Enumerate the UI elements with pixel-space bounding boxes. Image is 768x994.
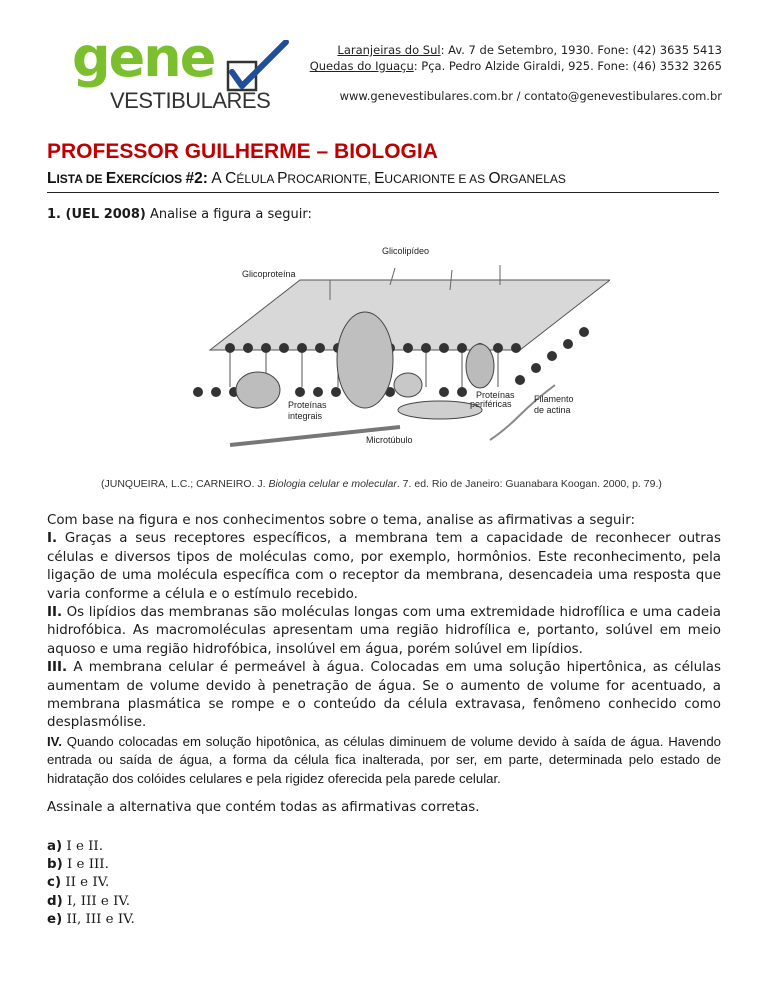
city-laranjeiras: Laranjeiras do Sul: [337, 43, 441, 57]
label-filamento-2: de actina: [534, 405, 571, 415]
city-quedas: Quedas do Iguaçu: [309, 59, 414, 73]
page-subtitle: LISTA DE EXERCÍCIOS #2: A CÉLULA PROCARIONTE, EUCARIONTE E AS ORGANELAS: [47, 170, 719, 193]
label-filamento-1: Filamento: [534, 394, 574, 404]
cell-membrane-figure: [190, 240, 610, 470]
label-glicoproteina: Glicoproteína: [242, 269, 296, 279]
statement-i: I. Graças a seus receptores específicos, a membrana tem a capacidade de reconhecer outras células e diversos tipos de moléculas como, por exemplo, hormônios. Este reconhecimento, pela ligação de uma molécula específica com o receptor da membrana, desencadeia uma resposta que varia conforme a célula e o estímulo recebido.: [47, 531, 721, 602]
option-d: d) I, III e IV.: [47, 893, 130, 909]
figure-citation: (JUNQUEIRA, L.C.; CARNEIRO. J. Biologia celular e molecular. 7. ed. Rio de Janeiro: Guanabara Koogan. 2000, p. 79.): [101, 478, 662, 490]
question-text: Analise a figura a seguir:: [145, 207, 312, 222]
page-title: PROFESSOR GUILHERME – BIOLOGIA: [47, 140, 438, 163]
label-proteinas-perifericas-1: Proteínas: [476, 390, 515, 400]
header-contact: [310, 42, 722, 104]
address-laranjeiras: : Av. 7 de Setembro, 1930. Fone: (42) 3635 5413: [440, 43, 722, 57]
option-e: e) II, III e IV.: [47, 911, 135, 927]
gene-logo: [72, 26, 292, 114]
label-proteinas-integrais-2: integrais: [288, 411, 323, 421]
option-c: c) II e IV.: [47, 875, 110, 891]
question-label: 1. (UEL 2008): [47, 207, 146, 222]
option-b: b) I e III.: [47, 857, 109, 873]
answer-options: [47, 838, 135, 929]
option-a: a) I e II.: [47, 839, 103, 854]
logo-wordmark: gene: [72, 26, 215, 89]
label-microtubulo: Microtúbulo: [366, 435, 413, 445]
question-header: [47, 207, 312, 222]
statement-ii: II. Os lipídios das membranas são moléculas longas com uma extremidade hidrofílica e uma cadeia hidrofóbica. As macromoléculas apresentam uma região hidrofílica e, portanto, solúvel em meio aquoso e uma região hidrofóbica, insolúvel em água, porém solúvel em lipídios.: [47, 605, 721, 657]
question-body: [47, 512, 721, 788]
address-quedas: : Pça. Pedro Alzide Giraldi, 925. Fone: (46) 3532 3265: [413, 59, 722, 73]
statement-iii: III. A membrana celular é permeável à água. Colocadas em uma solução hipertônica, as células aumentam de volume devido à penetração de água. Se o aumento de volume for acentuado, a membrana plasmática se rompe e o conteúdo da célula extravasa, fenômeno conhecido como desplasmólise.: [47, 660, 721, 731]
logo-subtitle: VESTIBULARES: [110, 88, 271, 113]
label-proteinas-integrais-1: Proteínas: [288, 400, 327, 410]
label-proteinas-perifericas-2: periféricas: [470, 399, 512, 409]
intro-text: Com base na figura e nos conhecimentos sobre o tema, analise as afirmativas a seguir:: [47, 513, 636, 528]
statement-iv: IV. Quando colocadas em solução hipotônica, as células diminuem de volume devido à saída de água. Havendo entrada ou saída de água, a forma da célula fica inalterada, por ser, em parte, determinada pelo estado de hidratação dos colóides celulares e pela rigidez oferecida pela parede celular.: [47, 733, 721, 786]
website-email: www.genevestibulares.com.br / contato@genevestibulares.com.br: [339, 89, 722, 103]
label-glicolipideo: Glicolipídeo: [382, 246, 430, 256]
answer-prompt: Assinale a alternativa que contém todas as afirmativas corretas.: [47, 800, 480, 815]
